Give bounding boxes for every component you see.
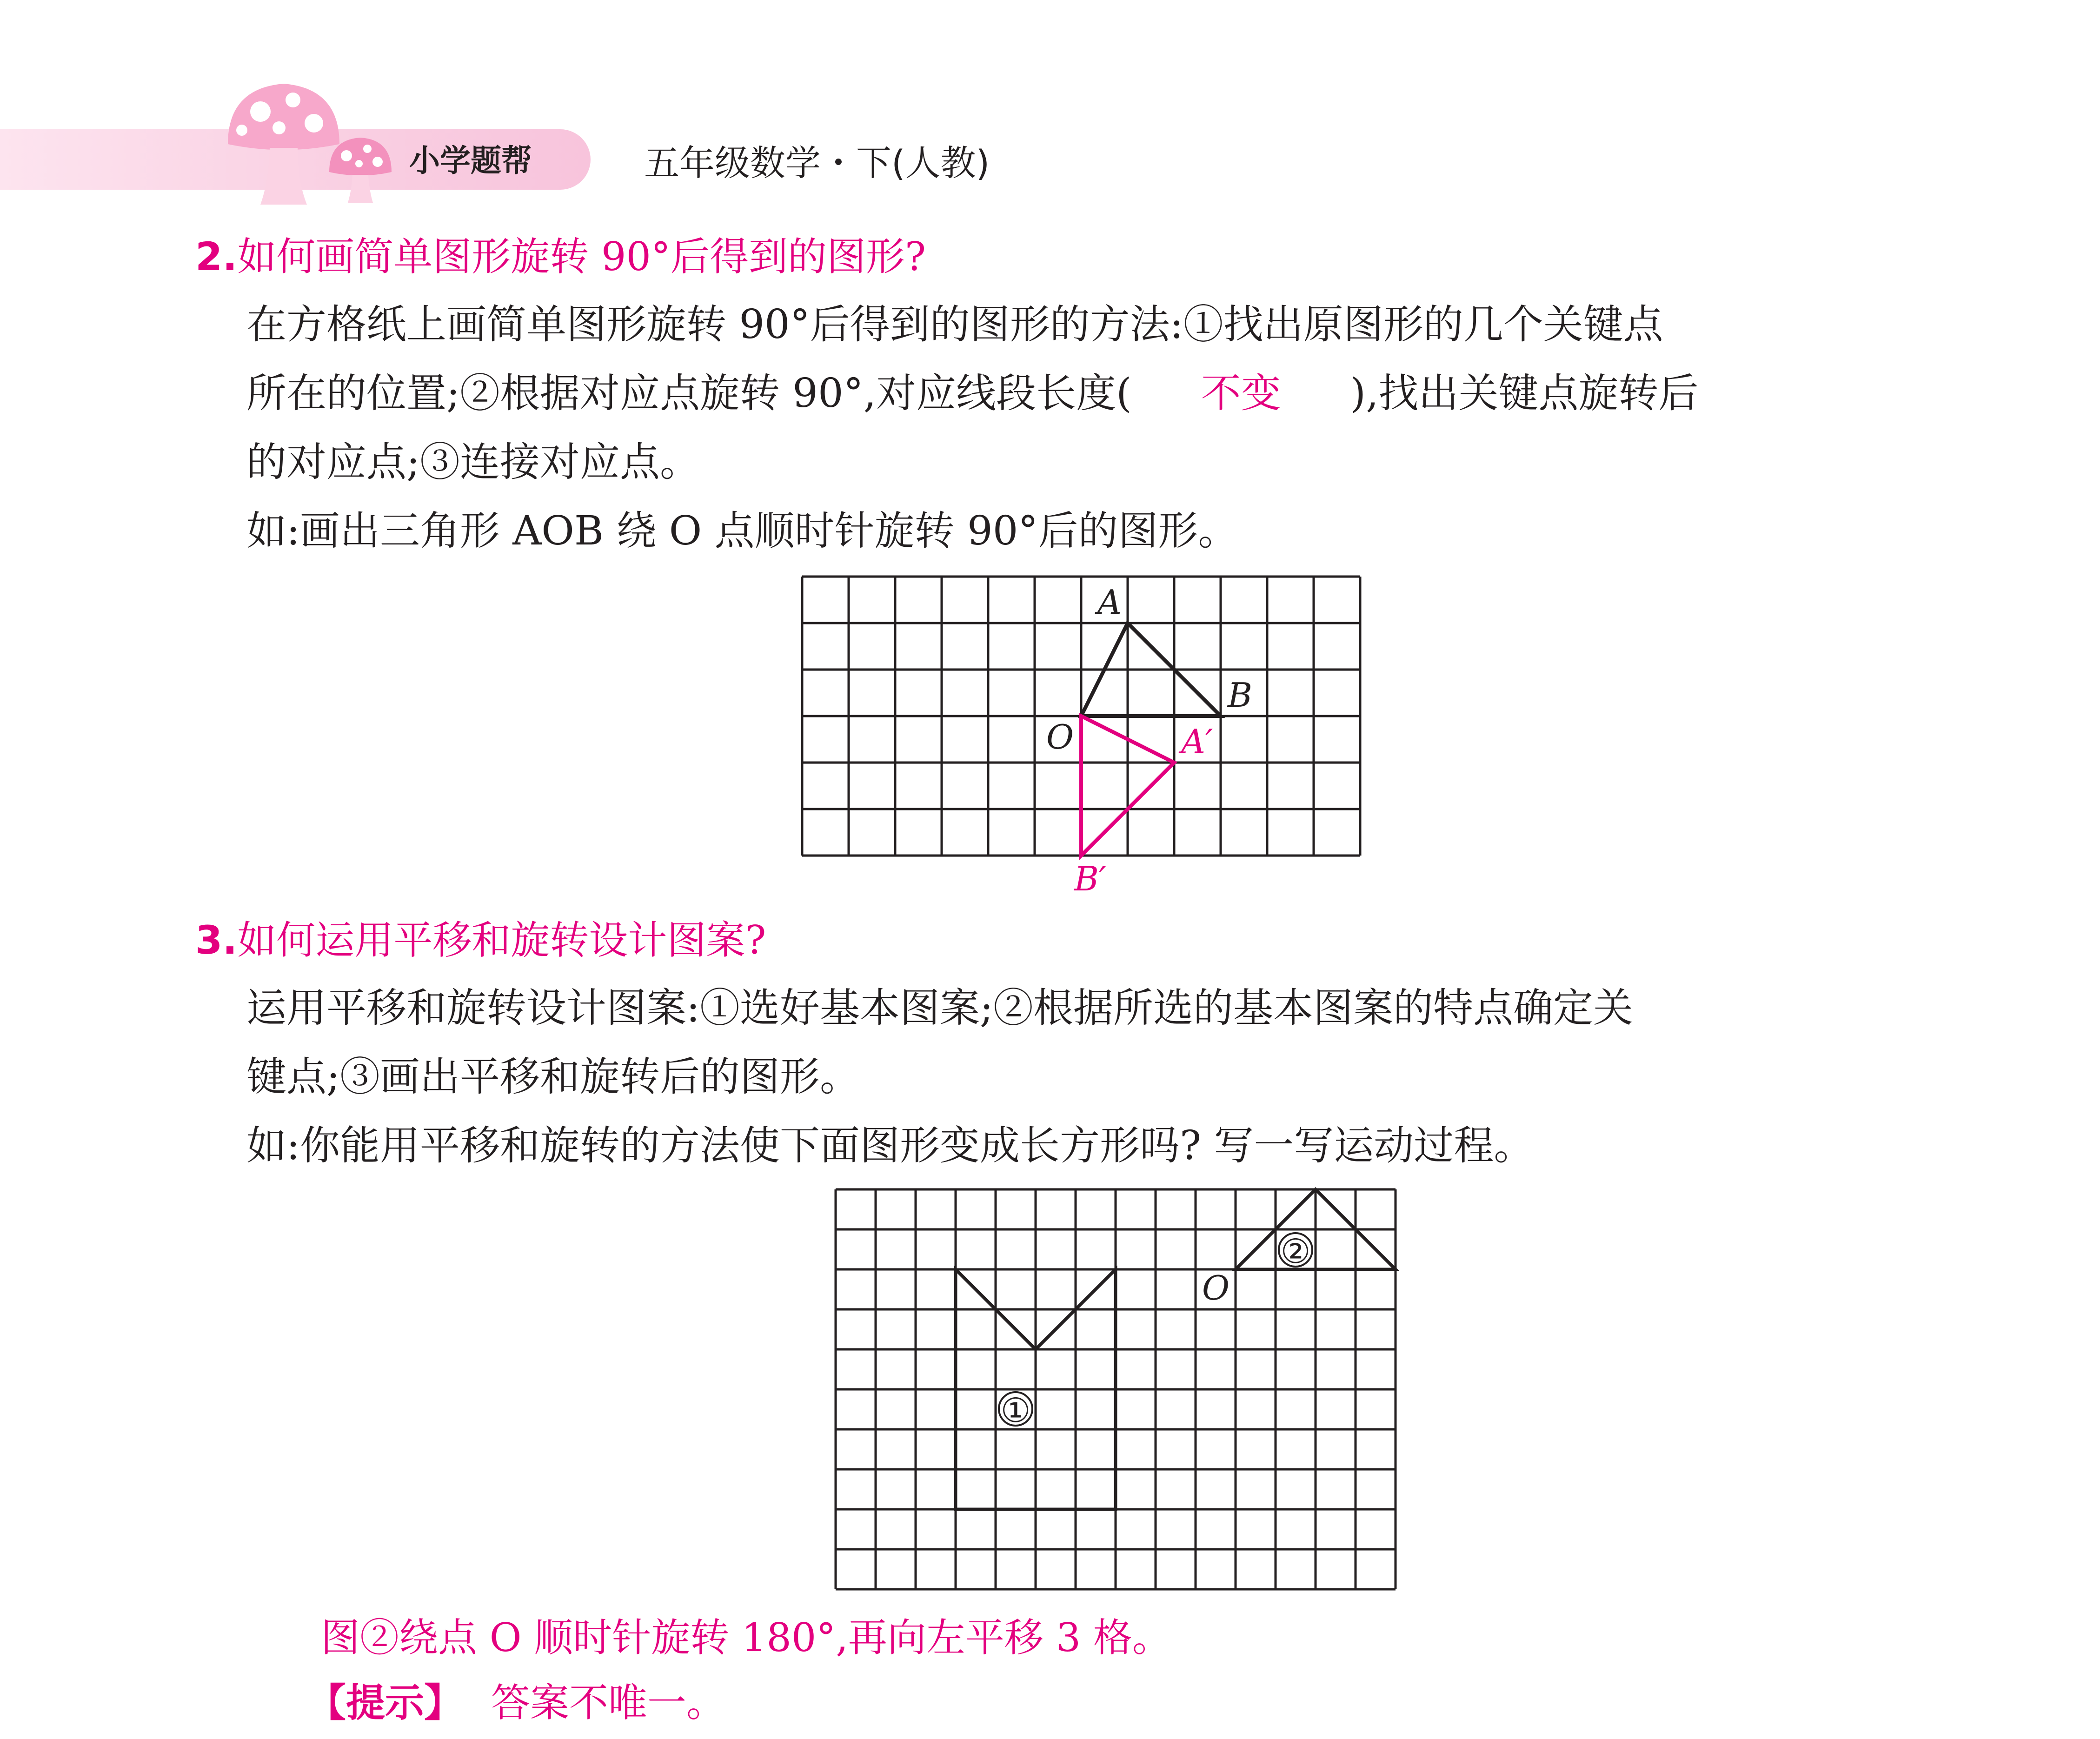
q2-line2-after: ),找出关键点旋转后	[1350, 370, 1699, 417]
label-a: A	[1097, 583, 1122, 622]
q3-title: 如何运用平移和旋转设计图案?	[237, 917, 766, 963]
q2-heading	[195, 226, 926, 282]
q3-answer: 图②绕点 O 顺时针旋转 180°,再向左平移 3 格。	[321, 1615, 1171, 1660]
label-a-prime: A′	[1181, 722, 1213, 761]
label-o-q3: O	[1202, 1268, 1230, 1308]
q2-line2-before: 所在的位置;②根据对应点旋转 90°,对应线段长度(	[246, 370, 1132, 417]
q2-rotation-figure	[791, 558, 1395, 911]
q2-number: 2.	[195, 234, 238, 279]
q2-line1: 在方格纸上画简单图形旋转 90°后得到的图形的方法:①找出原图形的几个关键点	[246, 301, 1663, 348]
mushroom-small-icon	[326, 135, 395, 205]
q2-example: 如:画出三角形 AOB 绕 O 点顺时针旋转 90°后的图形。	[246, 508, 1238, 554]
q3-hint	[307, 1672, 725, 1728]
label-b-prime: B′	[1074, 859, 1107, 898]
q2-line2	[246, 361, 1699, 418]
q2-line3: 的对应点;③连接对应点。	[246, 439, 700, 485]
q3-heading	[195, 909, 766, 965]
q3-number: 3.	[195, 917, 238, 963]
q3-line1: 运用平移和旋转设计图案:①选好基本图案;②根据所选的基本图案的特点确定关	[246, 985, 1633, 1031]
q3-translation-figure	[828, 1181, 1404, 1600]
q3-example: 如:你能用平移和旋转的方法使下面图形变成长方形吗? 写一写运动过程。	[246, 1122, 1534, 1169]
hint-text: 答案不唯一。	[491, 1680, 726, 1726]
brand-name: 小学题帮	[409, 143, 532, 179]
q3-line2: 键点;③画出平移和旋转后的图形。	[246, 1054, 860, 1100]
q2-title: 如何画简单图形旋转 90°后得到的图形?	[237, 234, 926, 279]
label-shape-2: ②	[1280, 1232, 1311, 1271]
book-title: 五年级数学・下(人教)	[644, 142, 990, 184]
label-o: O	[1046, 717, 1074, 757]
q2-answer-blank: 不变	[1201, 370, 1281, 417]
label-shape-1: ①	[1000, 1391, 1031, 1430]
label-b: B	[1228, 676, 1252, 715]
hint-label: 【提示】	[307, 1680, 464, 1726]
